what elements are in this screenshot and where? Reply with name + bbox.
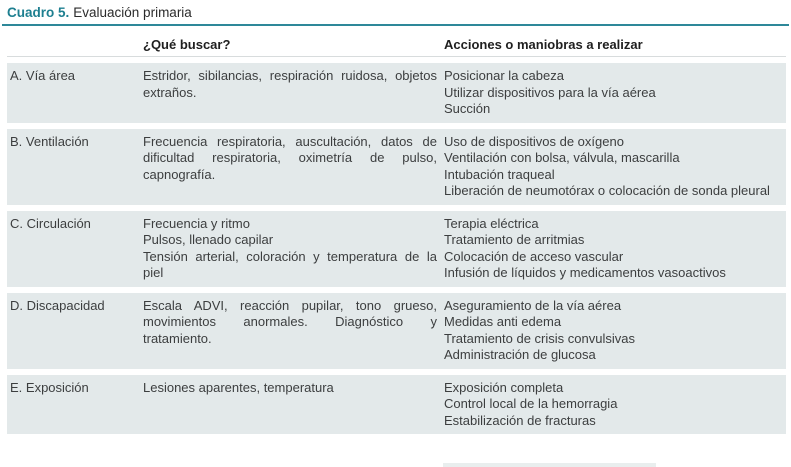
- action-item: Aseguramiento de la vía aérea: [444, 297, 622, 313]
- header-rule: [7, 56, 786, 57]
- table-body: [7, 63, 786, 434]
- primary-evaluation-table: [7, 26, 786, 434]
- row-label: D. Discapacidad: [10, 297, 105, 313]
- header-acciones: Acciones o maniobras a realizar: [444, 37, 643, 52]
- row-what-to-look-for: [143, 216, 442, 282]
- row-what-to-look-for: [143, 134, 442, 200]
- action-item: Estabilización de fracturas: [444, 412, 596, 428]
- header-que-buscar: ¿Qué buscar?: [143, 37, 231, 52]
- what-to-look-for-item: Lesiones aparentes, temperatura: [143, 379, 334, 395]
- table-row: [7, 211, 786, 287]
- what-to-look-for-item: Estridor, sibilancias, respiración ruidosa, objetos extraños.: [143, 68, 437, 100]
- row-label: C. Circulación: [10, 215, 91, 231]
- action-item: Tratamiento de crisis convulsivas: [444, 330, 635, 346]
- action-item: Intubación traqueal: [444, 166, 555, 182]
- action-item: Succión: [444, 101, 491, 116]
- row-actions: [442, 298, 784, 364]
- action-item: Medidas anti edema: [444, 314, 562, 329]
- action-item: Administración de glucosa: [444, 347, 596, 362]
- row-actions: [442, 380, 784, 430]
- action-item: Uso de dispositivos de oxígeno: [444, 133, 624, 149]
- table-row: [7, 63, 786, 123]
- action-item: Control local de la hemorragia: [444, 396, 618, 411]
- row-label: B. Ventilación: [10, 133, 89, 149]
- what-to-look-for-item: Escala ADVI, reacción pupilar, tono grueso, movimientos anormales. Diagnóstico y tratamiento.: [143, 297, 437, 346]
- table-header-row: [7, 26, 786, 56]
- row-label: A. Vía área: [10, 68, 76, 83]
- table-row: [7, 293, 786, 369]
- next-element-fragment: [443, 463, 656, 467]
- what-to-look-for-item: Tensión arterial, coloración y temperatura de la piel: [143, 248, 437, 280]
- action-item: Colocación de acceso vascular: [444, 248, 624, 264]
- row-what-to-look-for: [143, 380, 442, 430]
- table-row: [7, 129, 786, 205]
- header-spacer: [7, 37, 143, 52]
- row-actions: [442, 134, 784, 200]
- row-what-to-look-for: [143, 68, 442, 118]
- what-to-look-for-item: Frecuencia y ritmo: [143, 215, 250, 231]
- what-to-look-for-item: Frecuencia respiratoria, auscultación, datos de dificultad respiratoria, oximetría de pulso, capnografía.: [143, 133, 437, 182]
- caption-title: Evaluación primaria: [73, 5, 192, 20]
- action-item: Tratamiento de arritmias: [444, 232, 585, 247]
- what-to-look-for-item: Pulsos, llenado capilar: [143, 232, 274, 247]
- action-item: Posicionar la cabeza: [444, 68, 564, 83]
- row-what-to-look-for: [143, 298, 442, 364]
- row-actions: [442, 68, 784, 118]
- table-row: [7, 375, 786, 435]
- row-label: E. Exposición: [10, 379, 89, 395]
- caption-number: Cuadro 5.: [7, 5, 70, 20]
- row-actions: [442, 216, 784, 282]
- action-item: Infusión de líquidos y medicamentos vasoactivos: [444, 265, 726, 280]
- action-item: Exposición completa: [444, 379, 564, 395]
- table-caption: [7, 5, 192, 21]
- action-item: Utilizar dispositivos para la vía aérea: [444, 84, 656, 100]
- action-item: Liberación de neumotórax o colocación de sonda pleural: [444, 183, 770, 198]
- action-item: Terapia eléctrica: [444, 215, 539, 231]
- action-item: Ventilación con bolsa, válvula, mascarilla: [444, 150, 680, 165]
